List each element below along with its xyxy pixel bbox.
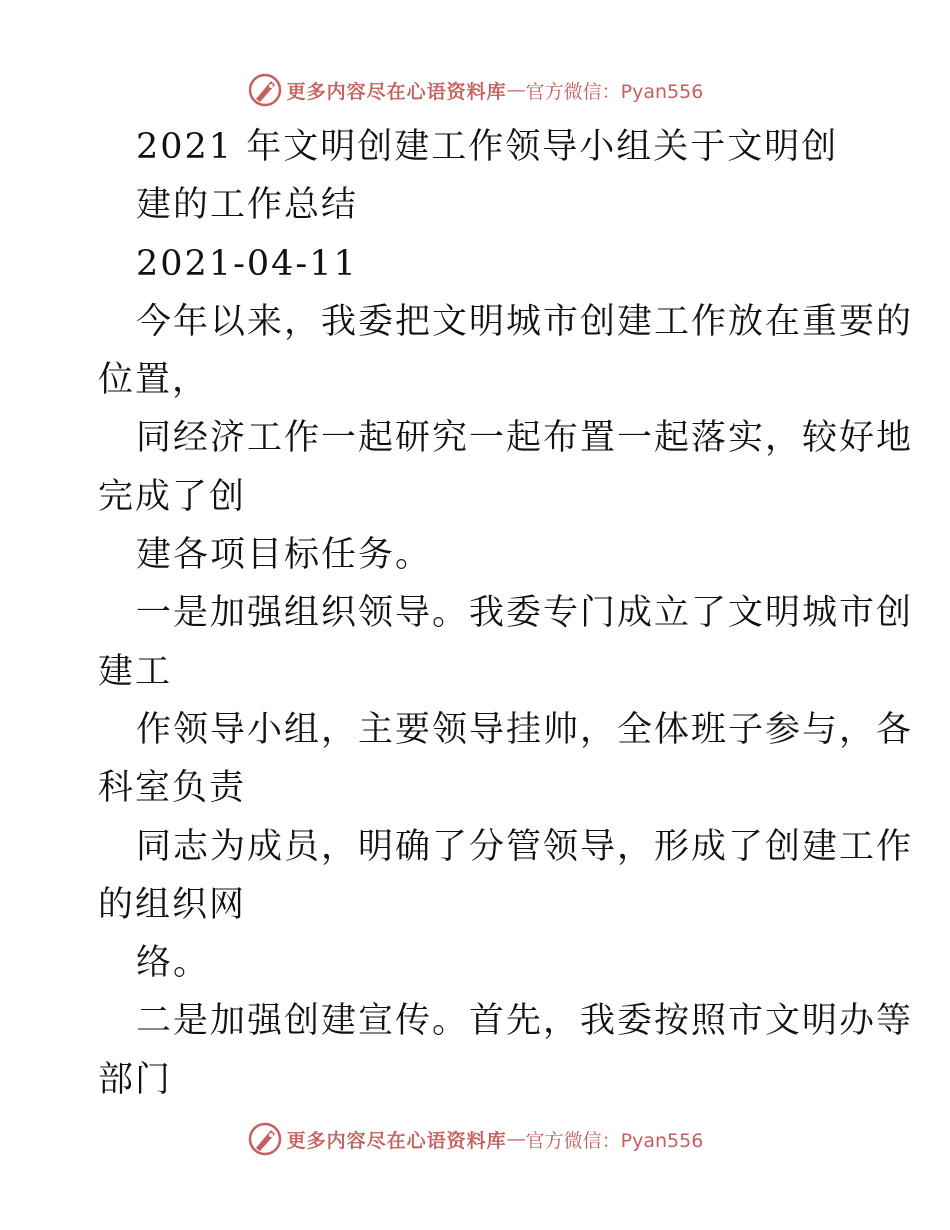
pen-nib-logo-icon <box>247 72 283 108</box>
banner-text: 更多内容尽在心语资料库 <box>286 1129 507 1152</box>
document-line: 作领导小组，主要领导挂帅，全体班子参与，各 <box>136 709 914 750</box>
document-body <box>98 118 914 1109</box>
document-line: 部门 <box>98 1059 173 1100</box>
document-line: 络。 <box>136 943 211 984</box>
banner-wechat: 官方微信：Pyan556 <box>525 1129 704 1152</box>
document-line: 一是加强组织领导。我委专门成立了文明城市创 <box>136 593 914 634</box>
document-line: 建各项目标任务。 <box>136 535 433 576</box>
document-line: 2021 年文明创建工作领导小组关于文明创 <box>136 127 839 167</box>
document-line: 今年以来，我委把文明城市创建工作放在重要的 <box>136 301 914 342</box>
document-line: 位置， <box>98 360 210 401</box>
document-line: 同经济工作一起研究一起布置一起落实，较好地 <box>136 418 914 459</box>
document-line: 同志为成员，明确了分管领导，形成了创建工作 <box>136 826 914 867</box>
document-line: 2021-04-11 <box>136 243 358 284</box>
document-line: 的组织网 <box>98 884 247 925</box>
document-line: 科室负责 <box>98 768 247 809</box>
banner-wechat: 官方微信：Pyan556 <box>525 80 704 103</box>
document-line: 二是加强创建宣传。首先，我委按照市文明办等 <box>136 1001 914 1042</box>
document-line: 完成了创 <box>98 476 247 517</box>
footer-banner <box>0 1119 950 1159</box>
header-banner <box>0 70 950 110</box>
document-line: 建的工作总结 <box>136 185 359 226</box>
pen-nib-logo-icon <box>247 1121 283 1157</box>
banner-text: 更多内容尽在心语资料库 <box>286 80 507 103</box>
banner-dash: — <box>506 79 526 101</box>
banner-dash: — <box>506 1128 526 1150</box>
document-line: 建工 <box>98 651 173 692</box>
